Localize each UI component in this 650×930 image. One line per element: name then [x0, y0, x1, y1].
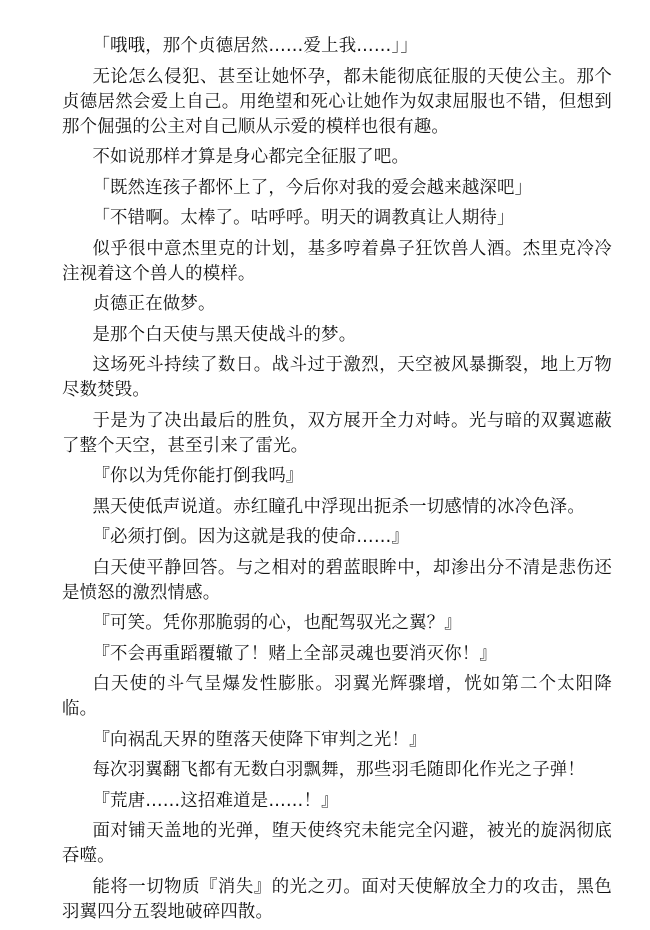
paragraph: 是那个白天使与黑天使战斗的梦。	[92, 324, 357, 345]
paragraph: 于是为了决出最后的胜负，双方展开全力对峙。光与暗的双翼遮蔽了整个天空，甚至引来了雷光。	[62, 410, 612, 456]
paragraph: 贞德正在做梦。	[92, 294, 216, 314]
paragraph: 白天使的斗气呈爆发性膨胀。羽翼光辉骤增，恍如第二个太阳降临。	[62, 674, 612, 719]
paragraph: 『不会再重蹈覆辙了！赌上全部灵魂也要消灭你！』	[92, 643, 498, 664]
paragraph: 『必须打倒。因为这就是我的使命……』	[92, 527, 410, 547]
paragraph: 白天使平静回答。与之相对的碧蓝眼眸中，却渗出分不清是悲伤还是愤怒的激烈情感。	[62, 557, 612, 603]
document-page	[62, 34, 612, 930]
paragraph: 每次羽翼翻飞都有无数白羽飘舞，那些羽毛随即化作光之子弹！	[92, 760, 585, 780]
paragraph: 黑天使低声说道。赤红瞳孔中浮现出扼杀一切感情的冰冷色泽。	[92, 496, 585, 517]
paragraph: 『荒唐……这招难道是……！』	[92, 790, 339, 811]
paragraph: 『你以为凭你能打倒我吗』	[92, 466, 304, 486]
paragraph: 能将一切物质『消失』的光之刃。面对天使解放全力的攻击，黑色羽翼四分五裂地破碎四散。	[62, 876, 612, 922]
paragraph: 这场死斗持续了数日。战斗过于激烈，天空被风暴撕裂，地上万物尽数焚毁。	[62, 355, 612, 400]
paragraph: 似乎很中意杰里克的计划，基多哼着鼻子狂饮兽人酒。杰里克冷冷注视着这个兽人的模样。	[62, 238, 612, 284]
paragraph: 『向祸乱天界的堕落天使降下审判之光！』	[92, 729, 427, 750]
paragraph: 不如说那样才算是身心都完全征服了吧。	[92, 147, 410, 167]
paragraph: 「不错啊。太棒了。咕呼呼。明天的调教真让人期待」	[92, 208, 515, 228]
paragraph: 『可笑。凭你那脆弱的心，也配驾驭光之翼？』	[92, 613, 462, 633]
paragraph: 面对铺天盖地的光弹，堕天使终究未能完全闪避，被光的旋涡彻底吞噬。	[62, 821, 612, 866]
paragraph: 「哦哦，那个贞德居然……爱上我……」」	[92, 36, 418, 56]
paragraph: 「既然连孩子都怀上了，今后你对我的爱会越来越深吧」	[92, 177, 533, 198]
paragraph: 无论怎么侵犯、甚至让她怀孕，都未能彻底征服的天使公主。那个贞德居然会爱上自己。用绝望和死心让她作为奴隶屈服也不错，但想到那个倔强的公主对自己顺从示爱的模样也很有趣。	[62, 66, 612, 137]
